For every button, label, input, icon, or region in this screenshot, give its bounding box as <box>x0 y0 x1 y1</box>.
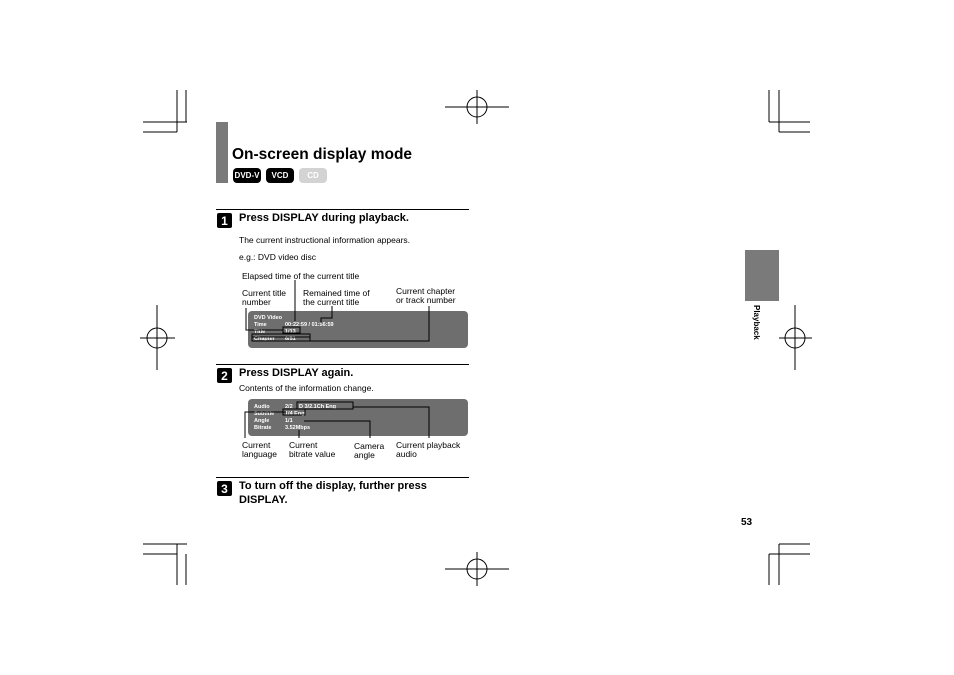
callout-remained-1: Remained time of <box>303 288 370 298</box>
section-tab-label: Playback <box>752 305 761 340</box>
osd2-subtitle-label: Subtitle <box>254 411 275 417</box>
osd1-title-value: 1/13 <box>285 329 296 335</box>
callout-bitrate-1: Current <box>289 440 318 450</box>
callout-title-number-2: number <box>242 297 271 307</box>
osd1-chapter-label: Chapter <box>254 336 275 342</box>
step2-number: 2 <box>217 368 232 383</box>
step3-heading-line1: To turn off the display, further press <box>239 480 427 492</box>
osd1-header: DVD Video <box>254 315 283 321</box>
badge-vcd: VCD <box>266 168 294 183</box>
callout-language-2: language <box>242 449 277 459</box>
step3-rule <box>216 477 469 478</box>
osd2-subtitle-value: 1/4 Eng <box>285 411 305 417</box>
callout-bitrate-2: bitrate value <box>289 449 336 459</box>
step3-number: 3 <box>217 481 232 496</box>
step1-number: 1 <box>217 213 232 228</box>
callout-audio-2: audio <box>396 449 417 459</box>
page-number: 53 <box>741 517 753 528</box>
callout-language-1: Current <box>242 440 271 450</box>
osd2-bitrate-value: 3.52Mbps <box>285 425 311 431</box>
callout-title-number-1: Current title <box>242 288 286 298</box>
step1-text: The current instructional information appears. <box>239 235 411 245</box>
callout-remained-2: the current title <box>303 297 360 307</box>
osd1-time-value: 00:22:59 / 01:56:59 <box>285 322 334 328</box>
callout-angle-2: angle <box>354 450 375 460</box>
step1-heading: Press DISPLAY during playback. <box>239 212 409 224</box>
osd1-title-label: Title <box>254 329 266 335</box>
page-title: On-screen display mode <box>232 146 413 163</box>
step2-text: Contents of the information change. <box>239 383 374 393</box>
callout-chapter-1: Current chapter <box>396 286 456 296</box>
badge-cd: CD <box>299 168 327 183</box>
callout-audio-1: Current playback <box>396 440 461 450</box>
osd2-angle-value: 1/1 <box>285 418 293 424</box>
osd2-audio-extra: D 3/2.1Ch Eng <box>299 404 336 410</box>
osd2-audio-value: 2/2 <box>285 404 293 410</box>
callout-elapsed: Elapsed time of the current title <box>242 271 360 281</box>
osd2-bitrate-label: Bitrate <box>254 425 272 431</box>
callout-angle-1: Camera <box>354 441 385 451</box>
callout-chapter-2: or track number <box>396 295 456 305</box>
section-tab <box>745 250 779 301</box>
step1-example: e.g.: DVD video disc <box>239 252 317 262</box>
step3-heading-line2: DISPLAY. <box>239 494 288 506</box>
osd2-audio-label: Audio <box>254 404 270 410</box>
badge-dvd-v: DVD-V <box>233 168 261 183</box>
step2-heading: Press DISPLAY again. <box>239 367 354 379</box>
osd2-angle-label: Angle <box>254 418 270 424</box>
osd1-time-label: Time <box>254 322 267 328</box>
osd1-chapter-value: 6/51 <box>285 336 296 342</box>
